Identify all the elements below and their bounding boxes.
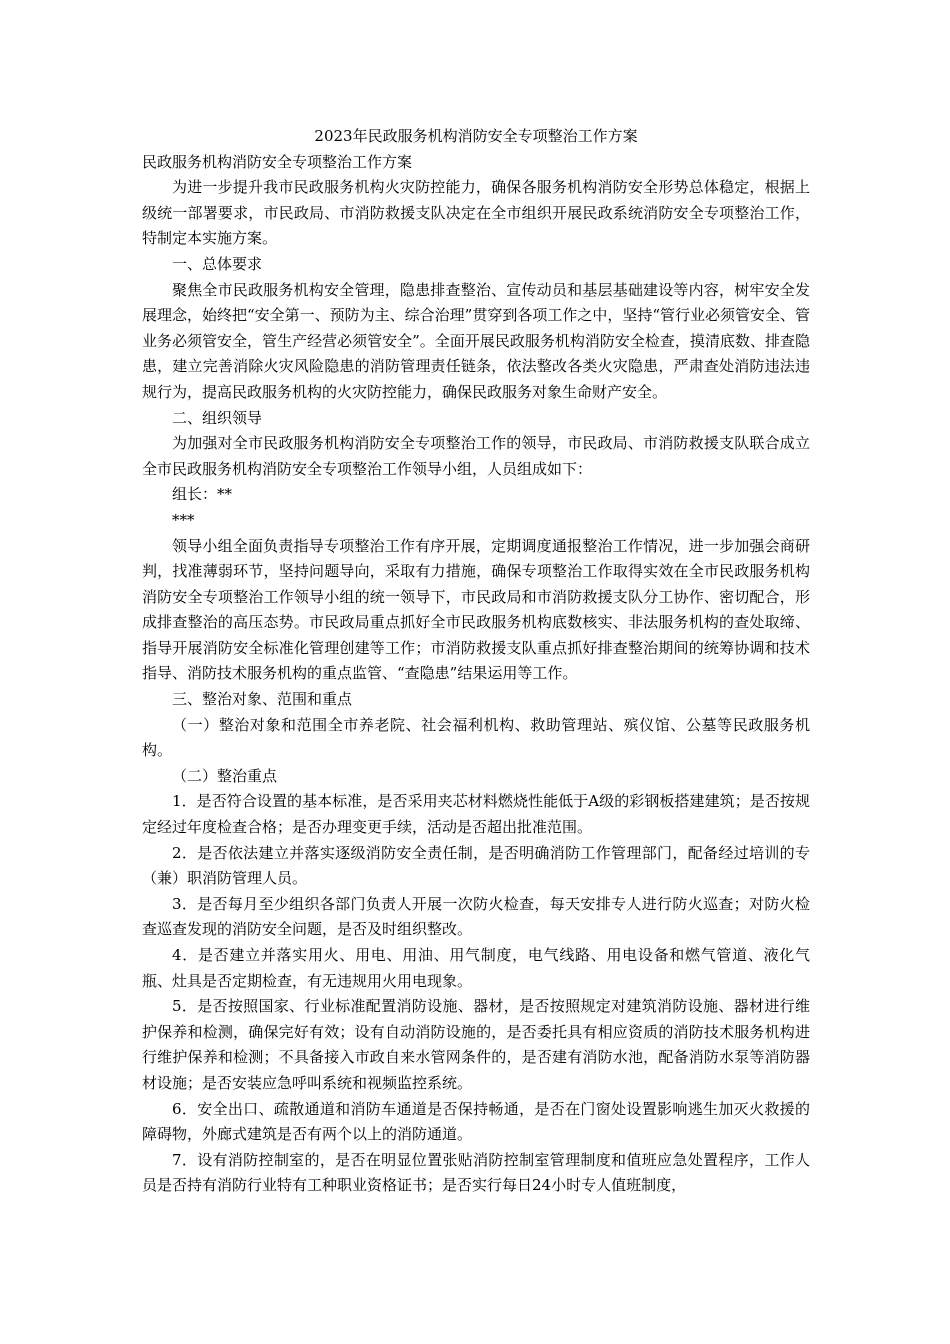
paragraph-members: *** <box>172 510 195 529</box>
list-item: 3．是否每月至少组织各部门负责人开展一次防火检查，每天安排专人进行防火巡查；对防火检查巡查发现的消防安全问题，是否及时组织整改。 <box>142 894 810 939</box>
subsection-heading-focus: （二）整治重点 <box>172 766 278 785</box>
list-item: 1．是否符合设置的基本标准，是否采用夹芯材料燃烧性能低于A级的彩钢板搭建建筑；是否按规定经过年度检查合格；是否办理变更手续，活动是否超出批准范围。 <box>142 792 810 837</box>
section-heading-1: 一、总体要求 <box>172 254 263 273</box>
list-item: 5．是否按照国家、行业标准配置消防设施、器材，是否按照规定对建筑消防设施、器材进行维护保养和检测，确保完好有效；设有自动消防设施的，是否委托具有相应资质的消防技术服务机构进行维护保养和检测；不具备接入市政自来水管网条件的，是否建有消防水池，配备消防水泵等消防器材设施；是否安装应急呼叫系统和视频监控系统。 <box>142 997 810 1092</box>
list-item: 4．是否建立并落实用火、用电、用油、用气制度，电气线路、用电设备和燃气管道、液化气瓶、灶具是否定期检查，有无违规用火用电现象。 <box>142 946 810 990</box>
list-item: 7．设有消防控制室的，是否在明显位置张贴消防控制室管理制度和值班应急处置程序，工作人员是否持有消防行业特有工种职业资格证书；是否实行每日24小时专人值班制度， <box>142 1150 810 1195</box>
paragraph-scope: （一）整治对象和范围全市养老院、社会福利机构、救助管理站、殡仪馆、公墓等民政服务机构。 <box>142 715 810 760</box>
document-subtitle: 民政服务机构消防安全专项整治工作方案 <box>142 152 413 171</box>
section-heading-2: 二、组织领导 <box>172 408 263 427</box>
section-heading-3: 三、整治对象、范围和重点 <box>172 690 353 709</box>
paragraph-team-leader: 组长：** <box>172 485 233 504</box>
paragraph-intro: 为进一步提升我市民政服务机构火灾防控能力，确保各服务机构消防安全形势总体稳定，根据上级统一部署要求，市民政局、市消防救援支队决定在全市组织开展民政系统消防安全专项整治工作，特制定本实施方案。 <box>142 178 810 248</box>
document-body <box>142 124 810 1199</box>
list-item: 2．是否依法建立并落实逐级消防安全责任制，是否明确消防工作管理部门，配备经过培训的专（兼）职消防管理人员。 <box>142 843 810 888</box>
paragraph-general-requirements: 聚焦全市民政服务机构安全管理，隐患排查整治、宣传动员和基层基础建设等内容，树牢安全发展理念，始终把“安全第一、预防为主、综合治理”贯穿到各项工作之中，坚持“管行业必须管安全、管业务必须管安全，管生产经营必须管安全”。全面开展民政服务机构消防安全检查，摸清底数、排查隐患，建立完善消除火灾风险隐患的消防管理责任链条，依法整改各类火灾隐患，严肃查处消防违法违规行为，提高民政服务机构的火灾防控能力，确保民政服务对象生命财产安全。 <box>142 280 811 401</box>
list-item: 6．安全出口、疏散通道和消防车通道是否保持畅通，是否在门窗处设置影响逃生加灭火救援的障碍物，外廊式建筑是否有两个以上的消防通道。 <box>142 1099 810 1144</box>
document-title: 2023年民政服务机构消防安全专项整治工作方案 <box>314 127 638 145</box>
paragraph-leadership-duties: 领导小组全面负责指导专项整治工作有序开展，定期调度通报整治工作情况，进一步加强会商研判，找准薄弱环节，坚持问题导向，采取有力措施，确保专项整治工作取得实效在全市民政服务机构消防安全专项整治工作领导小组的统一领导下，市民政局和市消防救援支队分工协作、密切配合，形成排查整治的高压态势。市民政局重点抓好全市民政服务机构底数核实、非法服务机构的查处取缔、指导开展消防安全标准化管理创建等工作；市消防救援支队重点抓好排查整治期间的统筹协调和技术指导、消防技术服务机构的重点监管、“查隐患”结果运用等工作。 <box>142 536 810 683</box>
paragraph-leadership: 为加强对全市民政服务机构消防安全专项整治工作的领导，市民政局、市消防救援支队联合成立全市民政服务机构消防安全专项整治工作领导小组，人员组成如下： <box>142 434 810 478</box>
